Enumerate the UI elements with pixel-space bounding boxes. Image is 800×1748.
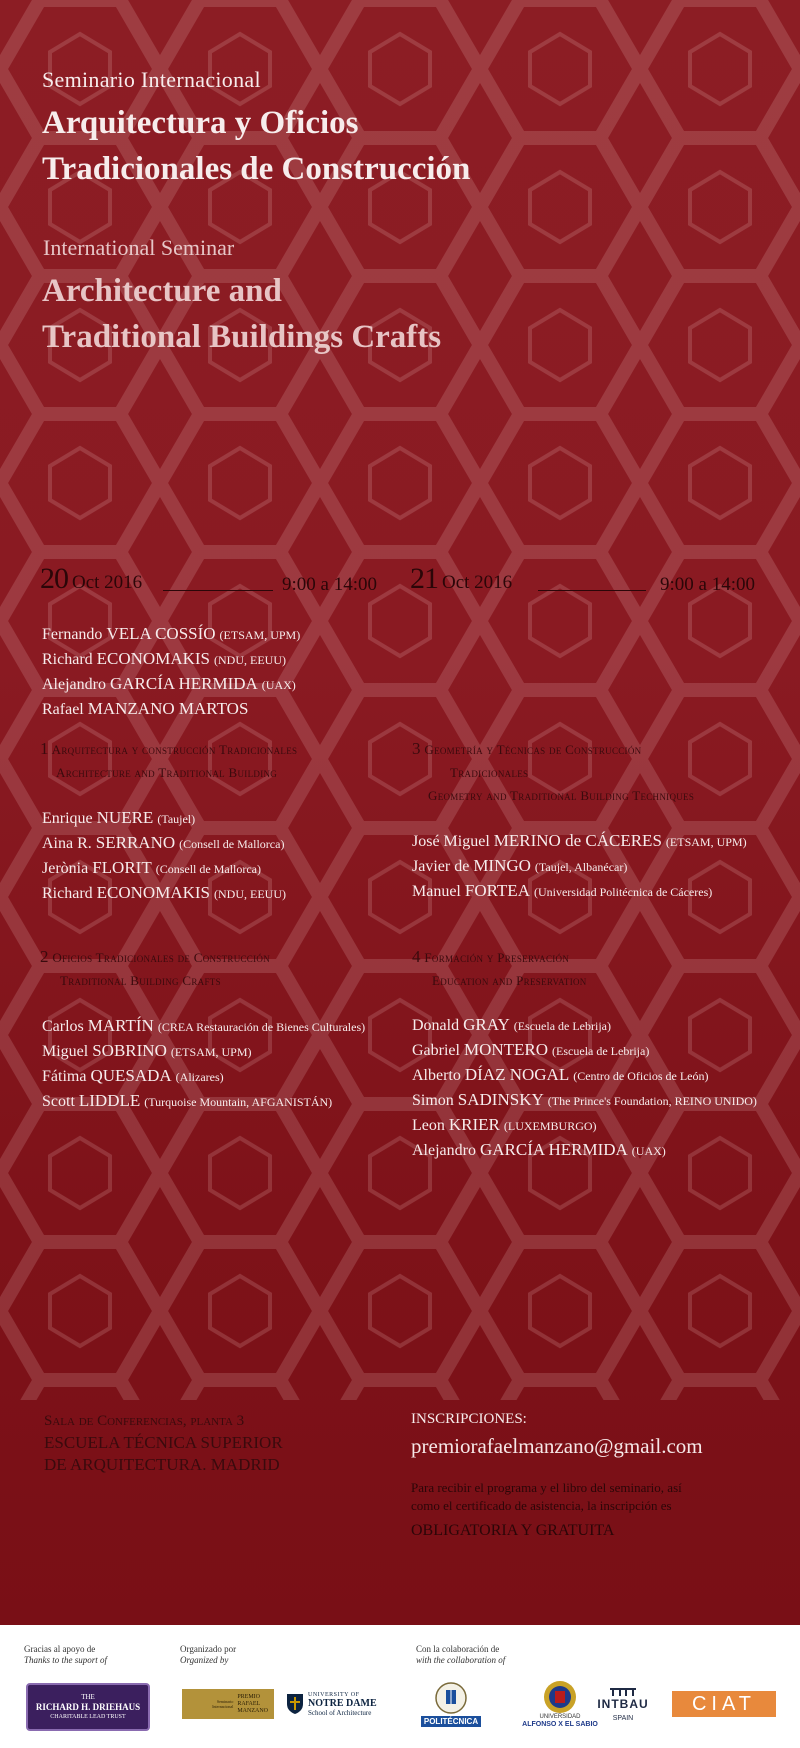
spanish-title-line-2: Tradicionales de Construcción	[42, 151, 471, 187]
speaker: Miguel SOBRINO (ETSAM, UPM)	[42, 1041, 252, 1060]
speaker: Rafael MANZANO MARTOS	[42, 699, 249, 718]
english-kicker: International Seminar	[43, 235, 235, 260]
speaker: Gabriel MONTERO (Escuela de Lebrija)	[412, 1040, 650, 1059]
section-4-speakers	[412, 1013, 757, 1163]
driehaus-logo: THE RICHARD H. DRIEHAUS CHARITABLE LEAD TRUST	[26, 1683, 150, 1731]
day1-month-year: Oct 2016	[72, 572, 143, 593]
speaker: Richard ECONOMAKIS (NDU, EEUU)	[42, 649, 286, 668]
speaker: José Miguel MERINO de CÁCERES (ETSAM, UPM)	[412, 831, 747, 850]
day2-date-rule	[538, 590, 646, 591]
speaker: Aina R. SERRANO (Consell de Mallorca)	[42, 833, 285, 852]
day1-date	[40, 562, 142, 596]
column-icon	[608, 1687, 638, 1697]
spanish-title-line-1: Arquitectura y Oficios	[42, 105, 359, 141]
speaker: Jerònia FLORIT (Consell de Mallorca)	[42, 858, 262, 877]
day1-time: 9:00 a 14:00	[282, 574, 377, 595]
section-1-speakers	[42, 806, 286, 906]
english-title-line-2: Traditional Buildings Crafts	[42, 319, 442, 355]
upm-logo: POLITÉCNICA	[418, 1678, 484, 1728]
speaker: Enrique NUERE (Taujel)	[42, 808, 196, 827]
day2-time: 9:00 a 14:00	[660, 574, 755, 595]
speaker: Carlos MARTÍN (CREA Restauración de Bienes Culturales)	[42, 1016, 366, 1035]
section-3-speakers	[412, 829, 747, 904]
speaker: Leon KRIER (LUXEMBURGO)	[412, 1115, 597, 1134]
venue	[44, 1410, 283, 1476]
intbau-logo: INTBAU SPAIN	[586, 1677, 660, 1731]
speaker: Javier de MINGO (Taujel, Albanécar)	[412, 856, 628, 875]
collaboration-caption: Con la colaboración de with the collaboration of	[416, 1644, 506, 1665]
day1-intro-list	[42, 622, 300, 721]
organized-caption: Organizado por Organized by	[180, 1644, 237, 1665]
speaker: Fernando VELA COSSÍO (ETSAM, UPM)	[42, 624, 301, 643]
speaker: Manuel FORTEA (Universidad Politécnica de Cáceres)	[412, 881, 713, 900]
registration-email[interactable]: premiorafaelmanzano@gmail.com	[411, 1434, 703, 1458]
day2-day: 21	[410, 562, 438, 595]
registration-label: INSCRIPCIONES:	[411, 1411, 527, 1427]
english-title-line-1: Architecture and	[42, 273, 282, 309]
speaker: Scott LIDDLE (Turquoise Mountain, AFGANISTÁN)	[42, 1091, 333, 1110]
speaker: Alejandro GARCÍA HERMIDA (UAX)	[412, 1140, 666, 1159]
sponsor-footer	[0, 1625, 800, 1748]
ciat-logo: CIAT	[672, 1691, 776, 1717]
venue-school: ESCUELA TÉCNICA SUPERIOR	[44, 1433, 283, 1452]
day2-month-year: Oct 2016	[442, 572, 513, 593]
support-caption: Gracias al apoyo de Thanks to the suport of	[24, 1644, 108, 1665]
speaker: Fátima QUESADA (Alizares)	[42, 1066, 224, 1085]
venue-city: DE ARQUITECTURA. MADRID	[44, 1455, 280, 1474]
section-2-heading: 2 Oficios Tradicionales de Construcción Traditional Building Crafts	[40, 947, 270, 988]
speaker: Richard ECONOMAKIS (NDU, EEUU)	[42, 883, 286, 902]
notre-dame-logo: UNIVERSITY OF NOTRE DAME School of Architecture	[286, 1685, 384, 1723]
uax-logo: UNIVERSIDAD ALFONSO X EL SABIO	[512, 1677, 608, 1731]
speaker: Alberto DÍAZ NOGAL (Centro de Oficios de León)	[412, 1065, 709, 1084]
section-1-heading: 1 Arquitectura y construcción Tradicionales Architecture and Traditional Building	[40, 739, 298, 780]
spanish-kicker: Seminario Internacional	[42, 67, 261, 92]
seal-icon	[543, 1680, 577, 1714]
section-4-heading: 4 Formación y Preservación Education and Preservation	[412, 947, 587, 988]
venue-room: Sala de Conferencias, planta 3	[44, 1413, 245, 1429]
speaker: Donald GRAY (Escuela de Lebrija)	[412, 1015, 611, 1034]
registration-note: Para recibir el programa y el libro del seminario, así como el certificado de asistencia, la inscripción es	[411, 1480, 682, 1513]
registration-emphasis: OBLIGATORIA Y GRATUITA	[411, 1522, 615, 1539]
speaker: Simon SADINSKY (The Prince's Foundation, REINO UNIDO)	[412, 1090, 757, 1109]
crest-icon	[435, 1680, 467, 1716]
premio-rafael-manzano-logo: Seminario Internacional PREMIO RAFAEL MANZANO	[182, 1689, 274, 1719]
section-3-heading: 3 Geometría y Técnicas de Construcción Tradicionales Geometry and Traditional Building Techniques	[412, 739, 695, 803]
speaker: Alejandro GARCÍA HERMIDA (UAX)	[42, 674, 296, 693]
section-2-speakers	[42, 1014, 365, 1114]
shield-icon	[286, 1693, 304, 1715]
day1-date-rule	[163, 590, 273, 591]
day1-day: 20	[40, 562, 68, 595]
day2-date	[410, 562, 512, 596]
